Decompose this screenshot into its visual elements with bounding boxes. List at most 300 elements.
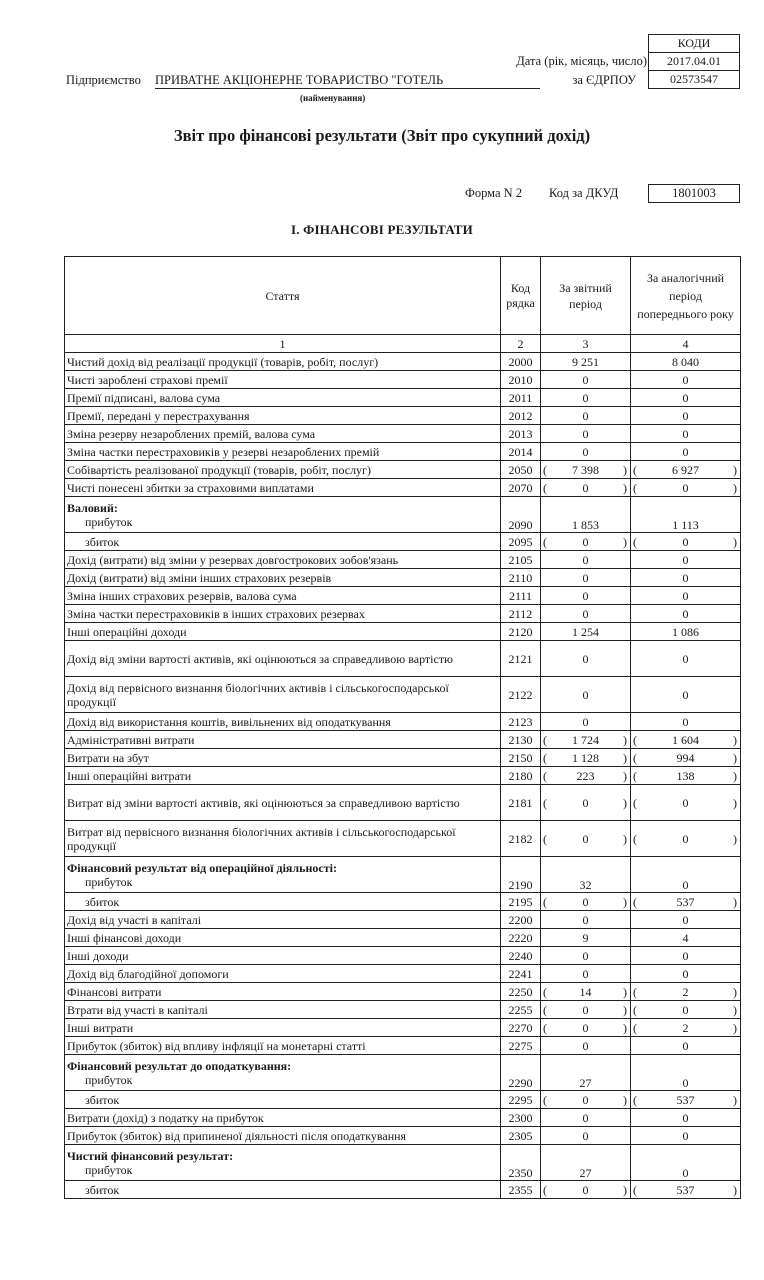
value-text: 0: [582, 570, 589, 585]
value-previous: [631, 983, 741, 1001]
value-previous: [631, 785, 741, 821]
paren-close: ): [623, 768, 627, 783]
value-text: 0: [582, 948, 589, 963]
value-text: 0: [682, 966, 689, 981]
row-code-value: 2200: [508, 912, 533, 927]
value-previous: [631, 947, 741, 965]
col-number: 4: [631, 335, 741, 353]
value-previous: [631, 605, 741, 623]
row-code: [501, 623, 541, 641]
value-previous: [631, 1145, 741, 1181]
codes-title: КОДИ: [649, 35, 740, 53]
paren-close: ): [733, 1182, 737, 1197]
value-previous: [631, 893, 741, 911]
value-text: 0: [582, 1020, 589, 1035]
value-current: [541, 443, 631, 461]
table-row: [65, 407, 741, 425]
table-row: [65, 1019, 741, 1037]
table-row: [65, 911, 741, 929]
value-previous: [631, 569, 741, 587]
value-text: 32: [579, 878, 592, 892]
table-row: [65, 983, 741, 1001]
table-row: [65, 497, 741, 533]
row-code: [501, 749, 541, 767]
row-code: [501, 587, 541, 605]
value-previous: [631, 1001, 741, 1019]
row-code-value: 2275: [508, 1038, 533, 1053]
row-code-value: 2295: [508, 1092, 533, 1107]
row-code: [501, 533, 541, 551]
enterprise-name: ПРИВАТНЕ АКЦІОНЕРНЕ ТОВАРИСТВО "ГОТЕЛЬ: [155, 73, 540, 89]
table-row: [65, 929, 741, 947]
row-label: Витрати (дохід) з податку на прибуток: [65, 1109, 501, 1127]
value-previous: [631, 425, 741, 443]
value-previous: [631, 857, 741, 893]
row-label: збиток: [65, 533, 501, 551]
row-code-value: 2050: [508, 462, 533, 477]
row-label: прибуток: [85, 1072, 133, 1087]
row-code: [501, 1019, 541, 1037]
value-text: 537: [676, 1092, 695, 1107]
row-code: [501, 479, 541, 497]
value-current: [541, 983, 631, 1001]
value-text: 0: [682, 948, 689, 963]
value-text: 6 927: [672, 462, 699, 477]
table-row: [65, 569, 741, 587]
paren-open: (: [633, 795, 637, 810]
row-code-value: 2112: [508, 606, 533, 621]
paren-close: ): [623, 795, 627, 810]
value-current: [541, 425, 631, 443]
value-current: [541, 623, 631, 641]
value-current: [541, 857, 631, 893]
table-row: [65, 821, 741, 857]
value-previous: [631, 1037, 741, 1055]
value-text: 0: [582, 480, 589, 495]
value-text: 1 604: [672, 732, 699, 747]
value-previous: [631, 767, 741, 785]
value-current: [541, 551, 631, 569]
paren-close: ): [623, 462, 627, 477]
row-code-value: 2123: [508, 714, 533, 729]
row-label: Інші доходи: [65, 947, 501, 965]
paren-open: (: [543, 1020, 547, 1035]
column-number-row: [65, 335, 741, 353]
paren-close: ): [623, 984, 627, 999]
table-row: [65, 533, 741, 551]
table-row: [65, 965, 741, 983]
paren-close: ): [623, 732, 627, 747]
value-text: 1 853: [572, 518, 599, 532]
table-row: [65, 1109, 741, 1127]
row-label: Премії підписані, валова сума: [65, 389, 501, 407]
paren-open: (: [543, 795, 547, 810]
paren-close: ): [733, 732, 737, 747]
row-label: Дохід від первісного визнання біологічних активів і сільськогосподарської продукції: [65, 677, 501, 713]
table-row: [65, 713, 741, 731]
paren-open: (: [543, 831, 547, 846]
value-previous: [631, 677, 741, 713]
value-text: 0: [582, 426, 589, 441]
header-previous: За аналогічний період попереднього року: [631, 257, 741, 335]
table-row: [65, 389, 741, 407]
value-current: [541, 569, 631, 587]
row-label: Чисті зароблені страхові премії: [65, 371, 501, 389]
row-label: Собівартість реалізованої продукції (товарів, робіт, послуг): [65, 461, 501, 479]
paren-open: (: [633, 768, 637, 783]
paren-close: ): [733, 1002, 737, 1017]
row-code-value: 2220: [508, 930, 533, 945]
value-text: 14: [579, 984, 592, 999]
row-label: Прибуток (збиток) від припиненої діяльності після оподаткування: [65, 1127, 501, 1145]
table-row: [65, 425, 741, 443]
value-text: 8 040: [672, 354, 699, 369]
row-label: Витрат від первісного визнання біологічних активів і сільськогосподарської продукції: [65, 821, 501, 857]
paren-open: (: [543, 462, 547, 477]
report-title: Звіт про фінансові результати (Звіт про сукупний дохід): [173, 126, 591, 145]
paren-close: ): [623, 1092, 627, 1107]
value-previous: [631, 821, 741, 857]
value-text: 2: [682, 984, 689, 999]
value-current: [541, 767, 631, 785]
row-code-value: 2105: [508, 552, 533, 567]
paren-open: (: [633, 984, 637, 999]
value-text: 0: [582, 1092, 589, 1107]
row-code: [501, 1145, 541, 1181]
paren-close: ): [623, 894, 627, 909]
row-label: Інші операційні доходи: [65, 623, 501, 641]
value-text: 0: [582, 444, 589, 459]
row-code-value: 2000: [508, 354, 533, 369]
value-current: [541, 1037, 631, 1055]
paren-close: ): [733, 480, 737, 495]
value-current: [541, 1181, 631, 1199]
row-label: Чисті понесені збитки за страховими виплатами: [65, 479, 501, 497]
row-code: [501, 1055, 541, 1091]
row-code-value: 2120: [508, 624, 533, 639]
value-previous: [631, 371, 741, 389]
paren-close: ): [733, 831, 737, 846]
value-text: 4: [682, 930, 689, 945]
paren-open: (: [543, 1092, 547, 1107]
table-row: [65, 461, 741, 479]
value-text: 0: [582, 372, 589, 387]
value-text: 7 398: [572, 462, 599, 477]
row-code-value: 2250: [508, 984, 533, 999]
paren-close: ): [623, 1020, 627, 1035]
value-text: 0: [682, 552, 689, 567]
row-code: [501, 1109, 541, 1127]
row-code-value: 2190: [508, 878, 533, 892]
header-code: Код рядка: [501, 257, 541, 335]
paren-open: (: [633, 750, 637, 765]
value-previous: [631, 1181, 741, 1199]
value-previous: [631, 551, 741, 569]
value-current: [541, 1019, 631, 1037]
row-code-value: 2270: [508, 1020, 533, 1035]
paren-close: ): [623, 534, 627, 549]
row-label: Зміна частки перестраховиків у резерві незароблених премій: [65, 443, 501, 461]
value-previous: [631, 713, 741, 731]
value-current: [541, 911, 631, 929]
value-text: 0: [582, 552, 589, 567]
paren-close: ): [623, 750, 627, 765]
value-previous: [631, 497, 741, 533]
value-previous: [631, 407, 741, 425]
row-code: [501, 641, 541, 677]
row-code: [501, 965, 541, 983]
value-text: 0: [582, 966, 589, 981]
value-current: [541, 785, 631, 821]
row-code-value: 2150: [508, 750, 533, 765]
value-current: [541, 731, 631, 749]
row-label: Дохід (витрати) від зміни у резервах довгострокових зобов'язань: [65, 551, 501, 569]
value-previous: [631, 929, 741, 947]
value-previous: [631, 389, 741, 407]
row-label: Чистий дохід від реалізації продукції (товарів, робіт, послуг): [65, 353, 501, 371]
table-row: [65, 1181, 741, 1199]
value-current: [541, 1001, 631, 1019]
row-code-value: 2122: [508, 687, 533, 702]
col-number: 2: [501, 335, 541, 353]
value-text: 2: [682, 1020, 689, 1035]
row-label-cell: [65, 857, 501, 893]
value-previous: [631, 1091, 741, 1109]
table-row: [65, 767, 741, 785]
row-code: [501, 407, 541, 425]
row-code: [501, 1037, 541, 1055]
value-previous: [631, 623, 741, 641]
value-text: 0: [682, 1128, 689, 1143]
row-code: [501, 389, 541, 407]
paren-close: ): [733, 1092, 737, 1107]
row-code: [501, 713, 541, 731]
row-label: Інші фінансові доходи: [65, 929, 501, 947]
table-row: [65, 587, 741, 605]
value-current: [541, 1127, 631, 1145]
value-current: [541, 407, 631, 425]
value-previous: [631, 749, 741, 767]
value-text: 0: [682, 1038, 689, 1053]
paren-open: (: [543, 480, 547, 495]
row-code-value: 2305: [508, 1128, 533, 1143]
value-previous: [631, 479, 741, 497]
table-row: [65, 443, 741, 461]
value-text: 27: [579, 1166, 592, 1180]
dkud-label: Код за ДКУД: [549, 186, 619, 200]
value-current: [541, 1091, 631, 1109]
row-code-value: 2290: [508, 1076, 533, 1090]
row-code: [501, 425, 541, 443]
row-code-value: 2070: [508, 480, 533, 495]
form-label: Форма N 2: [465, 186, 523, 200]
row-label: Зміна інших страхових резервів, валова сума: [65, 587, 501, 605]
row-code: [501, 857, 541, 893]
row-code-value: 2012: [508, 408, 533, 423]
paren-open: (: [543, 1182, 547, 1197]
row-label: прибуток: [85, 874, 133, 889]
paren-open: (: [633, 1002, 637, 1017]
row-label: збиток: [65, 893, 501, 911]
value-text: 0: [682, 687, 689, 702]
paren-close: ): [623, 1002, 627, 1017]
value-previous: [631, 533, 741, 551]
value-text: 0: [682, 480, 689, 495]
value-text: 1 724: [572, 732, 599, 747]
value-text: 0: [682, 1166, 689, 1180]
section-title: I. ФІНАНСОВІ РЕЗУЛЬТАТИ: [291, 222, 473, 237]
value-current: [541, 893, 631, 911]
value-current: [541, 821, 631, 857]
row-code: [501, 911, 541, 929]
row-code-value: 2350: [508, 1166, 533, 1180]
value-current: [541, 713, 631, 731]
table-row: [65, 551, 741, 569]
table-row: [65, 623, 741, 641]
value-current: [541, 1109, 631, 1127]
value-text: 0: [582, 588, 589, 603]
value-current: [541, 353, 631, 371]
value-text: 0: [682, 606, 689, 621]
row-code: [501, 983, 541, 1001]
paren-open: (: [633, 1182, 637, 1197]
row-label: Прибуток (збиток) від впливу інфляції на монетарні статті: [65, 1037, 501, 1055]
value-current: [541, 371, 631, 389]
table-row: [65, 785, 741, 821]
value-text: 0: [582, 1110, 589, 1125]
paren-close: ): [733, 462, 737, 477]
row-code: [501, 497, 541, 533]
row-code: [501, 569, 541, 587]
edrpou-label: за ЄДРПОУ: [572, 73, 636, 87]
value-previous: [631, 353, 741, 371]
codes-table: [648, 34, 740, 89]
value-current: [541, 965, 631, 983]
paren-close: ): [623, 831, 627, 846]
table-row: [65, 353, 741, 371]
value-text: 0: [682, 408, 689, 423]
row-code: [501, 443, 541, 461]
row-label: Дохід від участі в капіталі: [65, 911, 501, 929]
value-previous: [631, 461, 741, 479]
value-text: 138: [676, 768, 695, 783]
value-text: 223: [576, 768, 595, 783]
row-code: [501, 1001, 541, 1019]
paren-close: ): [733, 1020, 737, 1035]
row-label: Адміністративні витрати: [65, 731, 501, 749]
table-row: [65, 731, 741, 749]
table-row: [65, 1145, 741, 1181]
paren-open: (: [633, 894, 637, 909]
value-current: [541, 929, 631, 947]
value-text: 0: [682, 795, 689, 810]
value-previous: [631, 1019, 741, 1037]
row-code-value: 2090: [508, 518, 533, 532]
group-heading: Фінансовий результат до оподаткування:: [67, 1058, 292, 1073]
row-code-value: 2240: [508, 948, 533, 963]
row-code-value: 2013: [508, 426, 533, 441]
value-text: 1 113: [672, 518, 699, 532]
table-row: [65, 947, 741, 965]
value-current: [541, 479, 631, 497]
value-current: [541, 587, 631, 605]
value-text: 0: [582, 408, 589, 423]
value-text: 537: [676, 1182, 695, 1197]
value-text: 1 128: [572, 750, 599, 765]
row-label: збиток: [65, 1091, 501, 1109]
row-code-value: 2095: [508, 534, 533, 549]
row-label: Дохід від використання коштів, вивільнених від оподаткування: [65, 713, 501, 731]
value-current: [541, 1145, 631, 1181]
row-code: [501, 371, 541, 389]
paren-open: (: [633, 480, 637, 495]
value-previous: [631, 911, 741, 929]
table-row: [65, 749, 741, 767]
col-number: 3: [541, 335, 631, 353]
row-code-value: 2130: [508, 732, 533, 747]
row-code-value: 2010: [508, 372, 533, 387]
table-row: [65, 1037, 741, 1055]
value-previous: [631, 731, 741, 749]
value-text: 0: [582, 831, 589, 846]
value-text: 0: [582, 1128, 589, 1143]
value-text: 9 251: [572, 354, 599, 369]
row-code: [501, 731, 541, 749]
group-heading: Валовий:: [67, 500, 118, 515]
value-previous: [631, 1109, 741, 1127]
paren-close: ): [733, 750, 737, 765]
value-previous: [631, 443, 741, 461]
row-code-value: 2355: [508, 1182, 533, 1197]
row-code: [501, 893, 541, 911]
paren-open: (: [633, 462, 637, 477]
table-row: [65, 1055, 741, 1091]
value-text: 537: [676, 894, 695, 909]
value-text: 1 254: [572, 624, 599, 639]
value-text: 0: [682, 570, 689, 585]
paren-open: (: [543, 984, 547, 999]
group-heading: Фінансовий результат від операційної діяльності:: [67, 860, 337, 875]
enterprise-label: Підприємство: [66, 73, 141, 87]
paren-open: (: [543, 768, 547, 783]
row-label: прибуток: [85, 1162, 133, 1177]
row-code-value: 2300: [508, 1110, 533, 1125]
value-text: 0: [682, 1076, 689, 1090]
value-text: 0: [582, 390, 589, 405]
value-current: [541, 677, 631, 713]
paren-close: ): [733, 894, 737, 909]
row-code: [501, 551, 541, 569]
row-label: Втрати від участі в капіталі: [65, 1001, 501, 1019]
row-label: Інші витрати: [65, 1019, 501, 1037]
col-number: 1: [65, 335, 501, 353]
date-value: 2017.04.01: [649, 53, 740, 71]
row-label: прибуток: [85, 514, 133, 529]
name-caption: (найменування): [300, 93, 366, 103]
paren-open: (: [633, 732, 637, 747]
row-code-value: 2121: [508, 651, 533, 666]
row-code: [501, 677, 541, 713]
row-code: [501, 785, 541, 821]
row-label-cell: [65, 1145, 501, 1181]
paren-close: ): [733, 984, 737, 999]
value-previous: [631, 641, 741, 677]
value-current: [541, 497, 631, 533]
table-row: [65, 893, 741, 911]
value-text: 0: [582, 687, 589, 702]
table-row: [65, 1127, 741, 1145]
value-text: 0: [682, 372, 689, 387]
